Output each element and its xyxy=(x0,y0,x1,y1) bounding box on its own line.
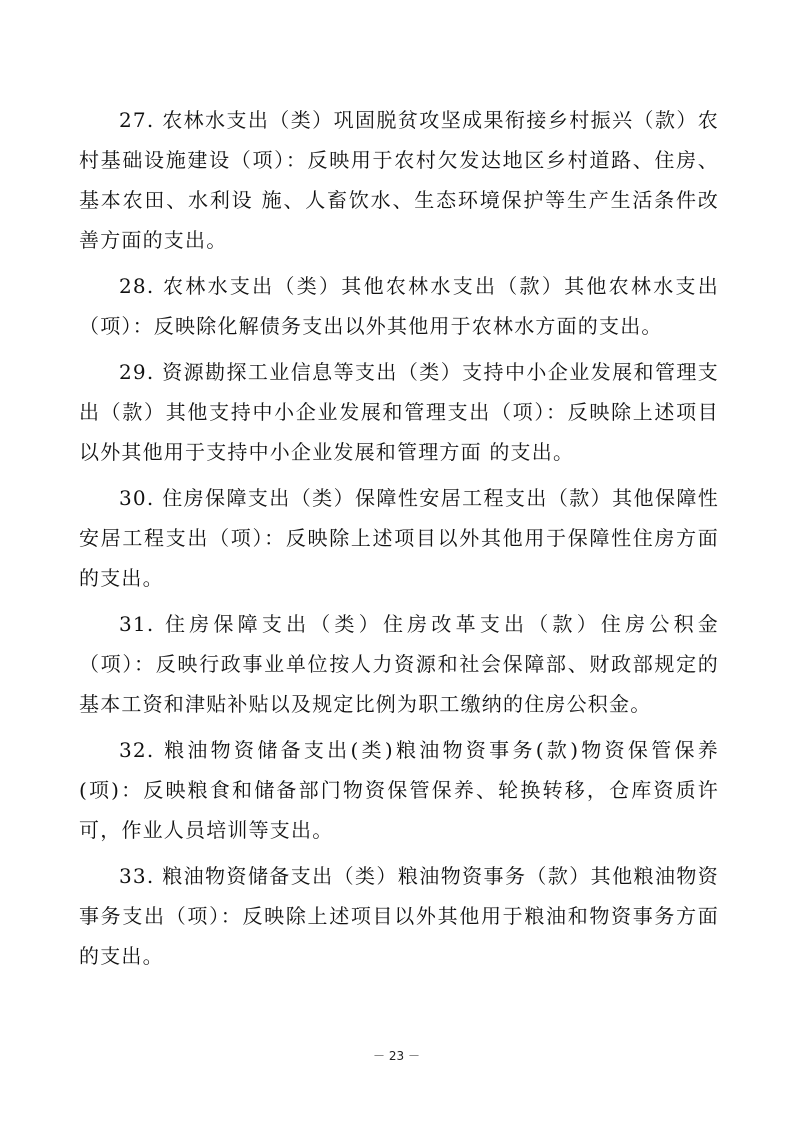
paragraph-28: 28. 农林水支出（类）其他农林水支出（款）其他农林水支出（项）：反映除化解债务支出以外其他用于农林水方面的支出。 xyxy=(79,274,719,338)
paragraph-31: 31. 住房保障支出（类）住房改革支出（款）住房公积金（项）：反映行政事业单位按人力资源和社会保障部、财政部规定的 基本工资和津贴补贴以及规定比例为职工缴纳的住房公积金。 xyxy=(79,612,719,716)
page-number: － 23 － xyxy=(373,1049,420,1063)
paragraph-27: 27. 农林水支出（类）巩固脱贫攻坚成果衔接乡村振兴（款）农村基础设施建设（项）：反映用于农村欠发达地区乡村道路、住房、基本农田、水利设 施、人畜饮水、生态环境保护等生产生活条件改善方面的支出。 xyxy=(79,108,719,252)
paragraph-33: 33. 粮油物资储备支出（类）粮油物资事务（款）其他粮油物资事务支出（项）：反映除上述项目以外其他用于粮油和物资事务方面的支出。 xyxy=(79,864,719,968)
paragraph-30: 30. 住房保障支出（类）保障性安居工程支出（款）其他保障性安居工程支出（项）：反映除上述项目以外其他用于保障性住房方面的支出。 xyxy=(79,486,719,590)
paragraph-29: 29. 资源勘探工业信息等支出（类）支持中小企业发展和管理支出（款）其他支持中小企业发展和管理支出（项）：反映除上述项目以外其他用于支持中小企业发展和管理方面 的支出。 xyxy=(79,360,719,464)
paragraph-32: 32. 粮油物资储备支出(类)粮油物资事务(款)物资保管保养(项)：反映粮食和储备部门物资保管保养、轮换转移，仓库资质许 可，作业人员培训等支出。 xyxy=(79,738,719,842)
document-body xyxy=(79,100,719,982)
